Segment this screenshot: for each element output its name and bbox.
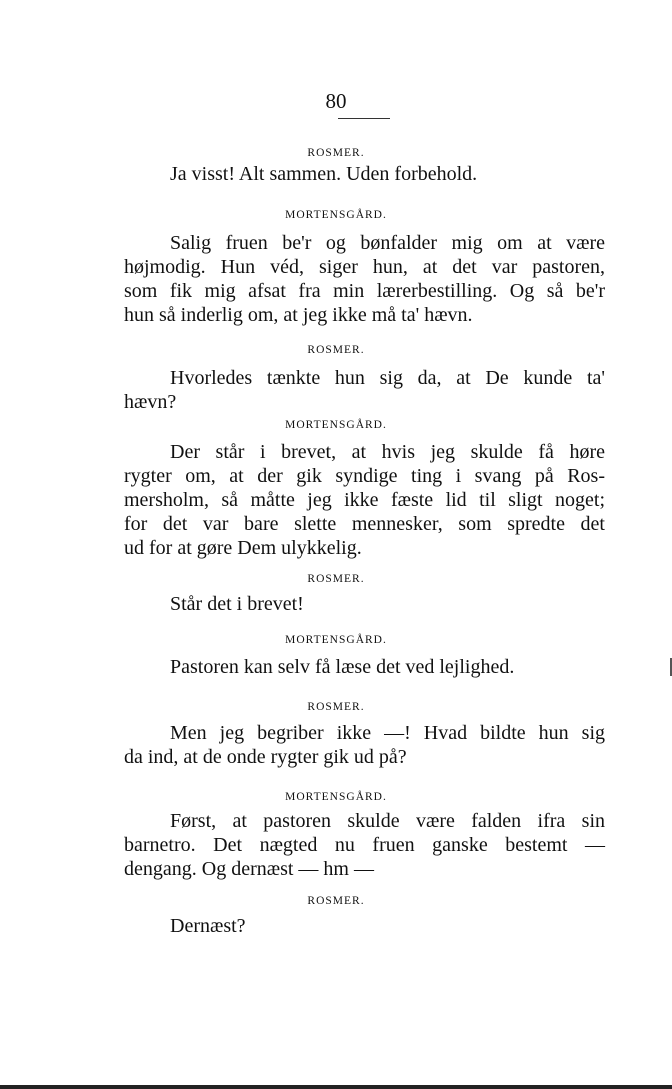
speech-block (124, 809, 605, 881)
speech-line: højmodig. Hun véd, siger hun, at det var pastoren, (124, 256, 605, 278)
speech-line: Pastoren kan selv få læse det ved lejlighed. (170, 656, 515, 678)
speech-block (124, 592, 605, 616)
speech-line: Ja visst! Alt sammen. Uden forbehold. (170, 163, 478, 185)
speaker-label: MORTENSGÅRD. (285, 634, 387, 646)
speech-block (124, 162, 605, 186)
speech-line: da ind, at de onde rygter gik ud på? (124, 746, 407, 768)
speech-line: Dernæst? (170, 915, 246, 937)
speech-line: dengang. Og dernæst — hm — (124, 858, 374, 880)
speaker-label: ROSMER. (307, 573, 365, 585)
speech-line: Hvorledes tænkte hun sig da, at De kunde ta' (170, 367, 605, 389)
speech-line: ud for at gøre Dem ulykkelig. (124, 537, 362, 559)
speech-block (124, 655, 605, 679)
page-number-rule (338, 118, 390, 119)
speech-line: Der står i brevet, at hvis jeg skulde få høre (170, 441, 605, 463)
speech-block (124, 440, 605, 560)
speaker-label: ROSMER. (307, 701, 365, 713)
speaker-label: MORTENSGÅRD. (285, 419, 387, 431)
speech-line: Salig fruen be'r og bønfalder mig om at være (170, 232, 605, 254)
page-number: 80 (325, 89, 347, 113)
speech-line: mersholm, så måtte jeg ikke fæste lid til sligt noget; (124, 489, 605, 511)
speech-block (124, 231, 605, 327)
speech-block (124, 914, 605, 938)
speaker-label: ROSMER. (307, 895, 365, 907)
speech-line: Men jeg begriber ikke —! Hvad bildte hun sig (170, 722, 605, 744)
speech-line: for det var bare slette mennesker, som spredte det (124, 513, 605, 535)
speech-line: rygter om, at der gik syndige ting i svang på Ros- (124, 465, 605, 487)
speaker-label: MORTENSGÅRD. (285, 209, 387, 221)
speech-line: Står det i brevet! (170, 593, 304, 615)
speech-line: hun så inderlig om, at jeg ikke må ta' hævn. (124, 304, 473, 326)
speech-line: hævn? (124, 391, 177, 413)
speaker-label: ROSMER. (307, 344, 365, 356)
speaker-label: ROSMER. (307, 147, 365, 159)
speech-line: Først, at pastoren skulde være falden ifra sin (170, 810, 605, 832)
speech-line: barnetro. Det nægted nu fruen ganske bestemt — (124, 834, 605, 856)
speech-block (124, 366, 605, 414)
scan-bottom-border (0, 1085, 672, 1089)
speech-block (124, 721, 605, 769)
speaker-label: MORTENSGÅRD. (285, 791, 387, 803)
speech-line: som fik mig afsat fra min lærerbestilling. Og så be'r (124, 280, 605, 302)
